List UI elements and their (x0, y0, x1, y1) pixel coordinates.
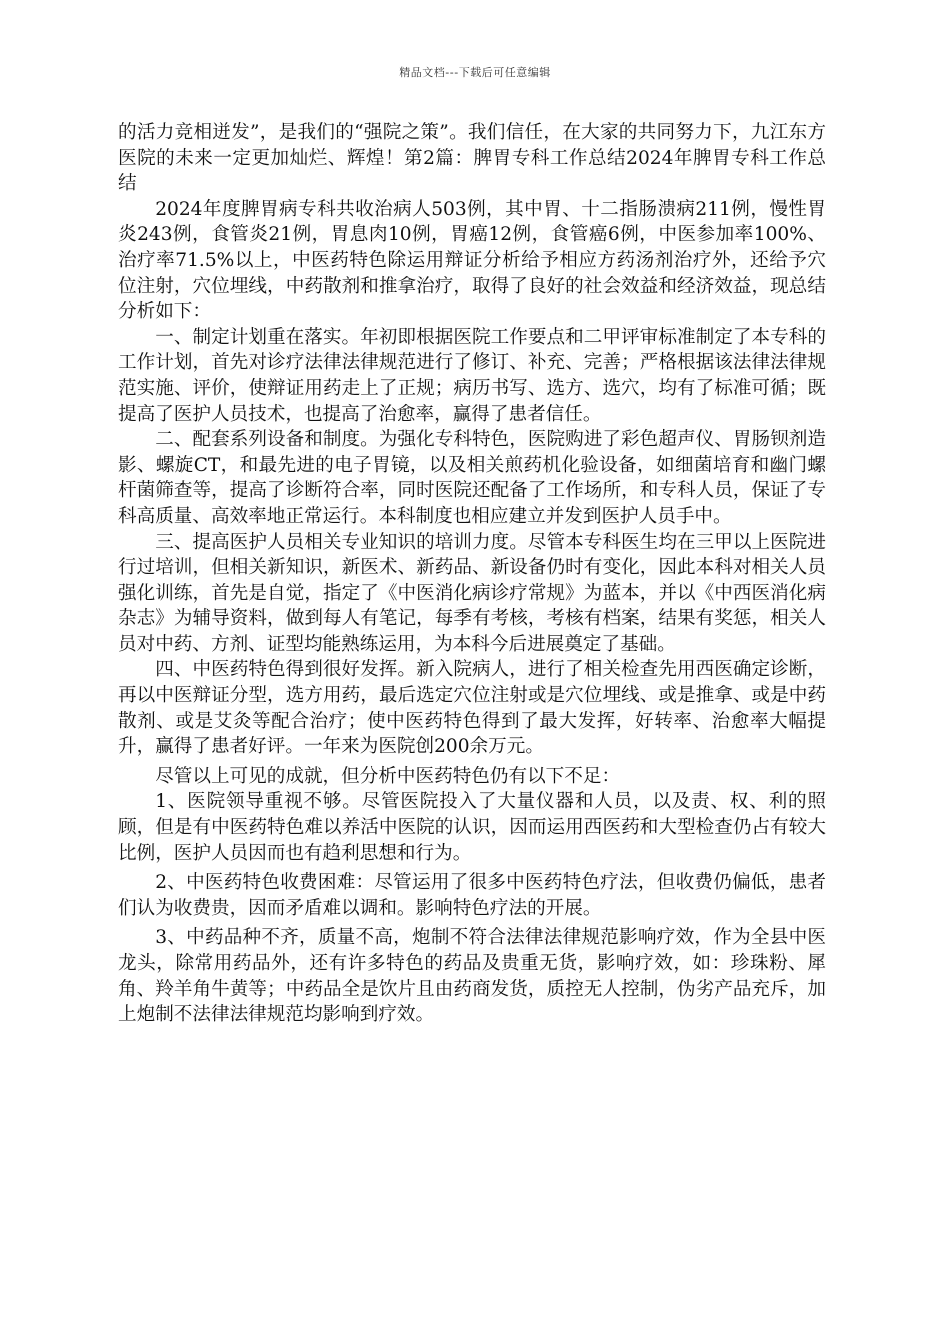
page-header-note: 精品文档---下载后可任意编辑 (399, 66, 551, 79)
paragraph-shortcoming-3: 3、中药品种不齐，质量不高，炮制不符合法律法律规范影响疗效，作为全县中医龙头，除常用药品外，还有许多特色的药品及贵重无货，影响疗效，如：珍珠粉、犀角、羚羊角牛黄等；中药品全是饮片且由药商发货，质控无人控制，伪劣产品充斥，加上炮制不法律法律规范均影响到疗效。 (118, 927, 826, 1026)
paragraph-section-1: 一、制定计划重在落实。年初即根据医院工作要点和二甲评审标准制定了本专科的工作计划，首先对诊疗法律法律规范进行了修订、补充、完善；严格根据该法律法律规范实施、评价，使辩证用药走上了正规；病历书写、选方、选穴，均有了标准可循；既提高了医护人员技术，也提高了治愈率，赢得了患者信任。 (118, 326, 826, 425)
paragraph-shortcoming-2: 2、中医药特色收费困难：尽管运用了很多中医药特色疗法，但收费仍偏低，患者们认为收费贵，因而矛盾难以调和。影响特色疗法的开展。 (118, 872, 826, 919)
paragraph-section-3: 三、提高医护人员相关专业知识的培训力度。尽管本专科医生均在三甲以上医院进行过培训，但相关新知识，新医术、新药品、新设备仍时有变化，因此本科对相关人员强化训练，首先是自觉，指定了《中医消化病诊疗常规》为蓝本，并以《中西医消化病杂志》为辅导资料，做到每人有笔记，每季有考核，考核有档案，结果有奖惩，相关人员对中药、方剂、证型均能熟练运用，为本科今后进展奠定了基础。 (118, 531, 826, 655)
paragraph-intro: 的活力竞相迸发”，是我们的“强院之策”。我们信任，在大家的共同努力下，九江东方医院的未来一定更加灿烂、辉煌！第2篇：脾胃专科工作总结2024年脾胃专科工作总结 (118, 122, 826, 195)
paragraph-summary: 2024年度脾胃病专科共收治病人503例，其中胃、十二指肠溃病211例，慢性胃炎243例，食管炎21例，胃息肉10例，胃癌12例，食管癌6例，中医参加率100%、治疗率71.5%以上，中医药特色除运用辩证分析给予相应方药汤剂治疗外，还给予穴位注射，穴位埋线，中药散剂和推拿治疗，取得了良好的社会效益和经济效益，现总结分析如下： (118, 198, 826, 323)
paragraph-shortcoming-1: 1、医院领导重视不够。尽管医院投入了大量仪器和人员，以及责、权、利的照顾，但是有中医药特色难以养活中医院的认识，因而运用西医药和大型检查仍占有较大比例，医护人员因而也有趋利思想和行为。 (118, 791, 826, 864)
paragraph-section-2: 二、配套系列设备和制度。为强化专科特色，医院购进了彩色超声仪、胃肠钡剂造影、螺旋CT，和最先进的电子胃镜，以及相关煎药机化验设备，如细菌培育和幽门螺杆菌筛查等，提高了诊断符合率，同时医院还配备了工作场所，和专科人员，保证了专科高质量、高效率地正常运行。本科制度也相应建立并发到医护人员手中。 (118, 429, 826, 527)
paragraph-shortcomings-intro: 尽管以上可见的成就，但分析中医药特色仍有以下不足： (155, 765, 621, 787)
document-body (118, 120, 826, 1028)
paragraph-section-4: 四、中医药特色得到很好发挥。新入院病人，进行了相关检查先用西医确定诊断，再以中医辩证分型，选方用药，最后选定穴位注射或是穴位埋线、或是推拿、或是中药散剂、或是艾灸等配合治疗；使中医药特色得到了最大发挥，好转率、治愈率大幅提升，赢得了患者好评。一年来为医院创200余万元。 (118, 659, 826, 758)
